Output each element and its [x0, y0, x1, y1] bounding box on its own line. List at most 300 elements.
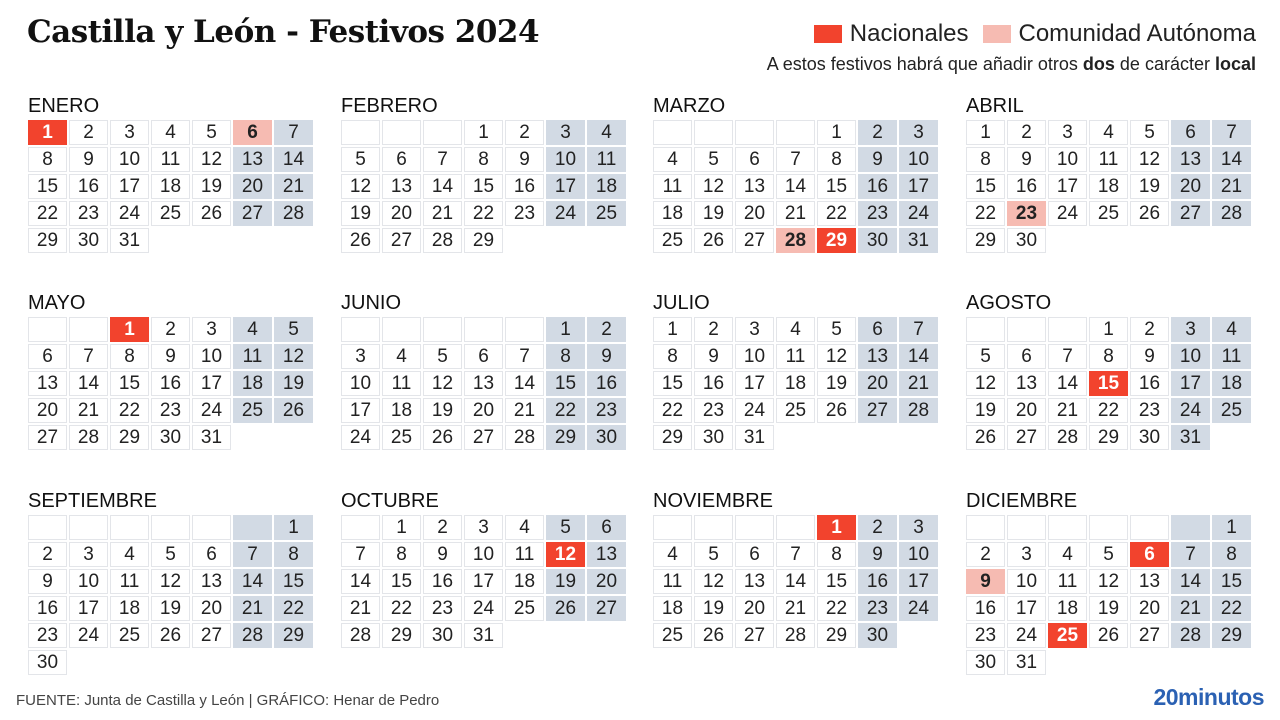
day-cell: 30 — [587, 425, 626, 450]
day-cell: 16 — [858, 174, 897, 199]
day-cell: 23 — [505, 201, 544, 226]
day-cell: 26 — [151, 623, 190, 648]
day-cell: 12 — [274, 344, 313, 369]
month-name: JUNIO — [341, 292, 401, 314]
blank-cell — [69, 650, 108, 675]
blank-cell — [1130, 228, 1169, 253]
day-cell: 23 — [858, 201, 897, 226]
blank-cell — [505, 623, 544, 648]
day-cell: 24 — [192, 398, 231, 423]
day-cell: 2 — [694, 317, 733, 342]
day-cell: 14 — [776, 569, 815, 594]
blank-cell — [1212, 650, 1251, 675]
day-cell: 22 — [464, 201, 503, 226]
day-cell: 2 — [966, 542, 1005, 567]
day-cell: 29 — [817, 623, 856, 648]
blank-cell — [1212, 228, 1251, 253]
day-cell: 5 — [1089, 542, 1128, 567]
day-cell: 11 — [776, 344, 815, 369]
page-title: Castilla y León - Festivos 2024 — [27, 14, 540, 50]
empty-cell — [341, 317, 380, 342]
day-cell: 16 — [28, 596, 67, 621]
day-cell: 11 — [653, 569, 692, 594]
day-cell: 3 — [69, 542, 108, 567]
day-cell: 3 — [546, 120, 585, 145]
day-cell: 24 — [341, 425, 380, 450]
day-cell: 15 — [382, 569, 421, 594]
month-name: MARZO — [653, 95, 726, 117]
day-cell: 10 — [110, 147, 149, 172]
month-grid — [653, 515, 938, 648]
day-cell: 6 — [735, 542, 774, 567]
blank-cell — [817, 425, 856, 450]
day-cell: 8 — [653, 344, 692, 369]
day-cell: 26 — [694, 228, 733, 253]
day-cell: 1 — [966, 120, 1005, 145]
day-cell: 24 — [464, 596, 503, 621]
day-cell: 31 — [1171, 425, 1210, 450]
day-cell: 9 — [1007, 147, 1046, 172]
day-cell: 30 — [858, 228, 897, 253]
day-cell: 17 — [1048, 174, 1087, 199]
blank-cell — [1171, 650, 1210, 675]
day-cell: 15 — [817, 174, 856, 199]
day-cell: 26 — [1130, 201, 1169, 226]
day-cell: 11 — [1212, 344, 1251, 369]
day-cell: 10 — [1171, 344, 1210, 369]
blank-cell — [151, 650, 190, 675]
day-cell: 19 — [274, 371, 313, 396]
day-cell: 3 — [899, 515, 938, 540]
day-cell: 3 — [110, 120, 149, 145]
day-cell: 6 — [382, 147, 421, 172]
day-cell: 17 — [69, 596, 108, 621]
day-cell: 4 — [1048, 542, 1087, 567]
empty-cell — [1048, 515, 1087, 540]
month-grid — [966, 120, 1251, 253]
day-cell: 9 — [858, 542, 897, 567]
day-cell: 1 — [546, 317, 585, 342]
day-cell: 6 — [1171, 120, 1210, 145]
month-name: ENERO — [28, 95, 100, 117]
day-cell: 19 — [423, 398, 462, 423]
empty-cell — [382, 317, 421, 342]
blank-cell — [587, 623, 626, 648]
day-cell: 1 — [274, 515, 313, 540]
day-cell: 26 — [546, 596, 585, 621]
day-cell: 10 — [546, 147, 585, 172]
day-cell: 23 — [1007, 201, 1046, 226]
day-cell: 29 — [28, 228, 67, 253]
empty-cell — [69, 515, 108, 540]
day-cell: 6 — [735, 147, 774, 172]
blank-cell — [546, 623, 585, 648]
empty-cell — [653, 515, 692, 540]
day-cell: 18 — [233, 371, 272, 396]
day-cell: 6 — [1130, 542, 1169, 567]
day-cell: 7 — [899, 317, 938, 342]
day-cell: 23 — [694, 398, 733, 423]
day-cell: 20 — [1171, 174, 1210, 199]
legend-label-comunidad: Comunidad Autónoma — [1018, 20, 1256, 47]
empty-cell — [966, 515, 1005, 540]
day-cell: 28 — [69, 425, 108, 450]
day-cell: 16 — [966, 596, 1005, 621]
day-cell: 13 — [587, 542, 626, 567]
month-febrero — [341, 95, 626, 253]
day-cell: 14 — [341, 569, 380, 594]
day-cell: 8 — [966, 147, 1005, 172]
day-cell: 11 — [382, 371, 421, 396]
day-cell: 10 — [1007, 569, 1046, 594]
month-grid — [341, 120, 626, 253]
day-cell: 5 — [274, 317, 313, 342]
day-cell: 10 — [899, 542, 938, 567]
blank-cell — [1212, 425, 1251, 450]
day-cell: 20 — [735, 201, 774, 226]
day-cell: 18 — [653, 596, 692, 621]
day-cell: 9 — [858, 147, 897, 172]
day-cell: 18 — [1212, 371, 1251, 396]
empty-cell — [1089, 515, 1128, 540]
blank-cell — [274, 425, 313, 450]
day-cell: 6 — [233, 120, 272, 145]
empty-cell — [192, 515, 231, 540]
day-cell: 27 — [587, 596, 626, 621]
day-cell: 3 — [1007, 542, 1046, 567]
day-cell: 5 — [546, 515, 585, 540]
day-cell: 15 — [817, 569, 856, 594]
day-cell: 23 — [69, 201, 108, 226]
day-cell: 21 — [776, 201, 815, 226]
day-cell: 13 — [192, 569, 231, 594]
month-name: DICIEMBRE — [966, 490, 1078, 512]
day-cell: 2 — [69, 120, 108, 145]
day-cell: 20 — [233, 174, 272, 199]
day-cell: 12 — [817, 344, 856, 369]
day-cell: 30 — [694, 425, 733, 450]
day-cell: 11 — [1089, 147, 1128, 172]
day-cell: 8 — [274, 542, 313, 567]
day-cell: 8 — [546, 344, 585, 369]
day-cell: 12 — [1130, 147, 1169, 172]
day-cell: 14 — [233, 569, 272, 594]
day-cell: 27 — [735, 623, 774, 648]
day-cell: 22 — [28, 201, 67, 226]
day-cell: 31 — [1007, 650, 1046, 675]
empty-cell — [341, 515, 380, 540]
day-cell: 8 — [1089, 344, 1128, 369]
day-cell: 13 — [464, 371, 503, 396]
day-cell: 2 — [151, 317, 190, 342]
day-cell: 9 — [28, 569, 67, 594]
day-cell: 3 — [899, 120, 938, 145]
day-cell: 18 — [110, 596, 149, 621]
day-cell: 28 — [1171, 623, 1210, 648]
day-cell: 16 — [69, 174, 108, 199]
day-cell: 2 — [858, 120, 897, 145]
day-cell: 15 — [966, 174, 1005, 199]
day-cell: 8 — [817, 147, 856, 172]
day-cell: 7 — [505, 344, 544, 369]
day-cell: 11 — [1048, 569, 1087, 594]
day-cell: 18 — [587, 174, 626, 199]
day-cell: 19 — [694, 201, 733, 226]
blank-cell — [505, 228, 544, 253]
day-cell: 17 — [899, 569, 938, 594]
day-cell: 21 — [776, 596, 815, 621]
day-cell: 10 — [341, 371, 380, 396]
blank-cell — [858, 425, 897, 450]
day-cell: 5 — [817, 317, 856, 342]
day-cell: 7 — [1171, 542, 1210, 567]
day-cell: 10 — [69, 569, 108, 594]
day-cell: 20 — [382, 201, 421, 226]
day-cell: 28 — [233, 623, 272, 648]
day-cell: 30 — [1007, 228, 1046, 253]
day-cell: 27 — [858, 398, 897, 423]
day-cell: 9 — [694, 344, 733, 369]
day-cell: 26 — [423, 425, 462, 450]
day-cell: 27 — [1130, 623, 1169, 648]
day-cell: 11 — [110, 569, 149, 594]
day-cell: 12 — [151, 569, 190, 594]
month-grid — [341, 317, 626, 450]
day-cell: 9 — [966, 569, 1005, 594]
day-cell: 18 — [653, 201, 692, 226]
day-cell: 1 — [1212, 515, 1251, 540]
nacionales-swatch — [814, 25, 842, 43]
day-cell: 1 — [817, 120, 856, 145]
day-cell: 19 — [341, 201, 380, 226]
day-cell: 17 — [735, 371, 774, 396]
day-cell: 6 — [192, 542, 231, 567]
day-cell: 2 — [1007, 120, 1046, 145]
day-cell: 11 — [151, 147, 190, 172]
day-cell: 4 — [505, 515, 544, 540]
day-cell: 11 — [653, 174, 692, 199]
legend-item-comunidad — [983, 20, 1257, 48]
day-cell: 14 — [776, 174, 815, 199]
day-cell: 5 — [192, 120, 231, 145]
day-cell: 25 — [382, 425, 421, 450]
blank-cell — [274, 650, 313, 675]
empty-cell — [233, 515, 272, 540]
day-cell: 19 — [1130, 174, 1169, 199]
day-cell: 11 — [587, 147, 626, 172]
month-junio — [341, 292, 626, 450]
day-cell: 14 — [899, 344, 938, 369]
day-cell: 19 — [151, 596, 190, 621]
subtitle-prefix: A estos festivos habrá que añadir otros — [766, 54, 1083, 74]
day-cell: 7 — [274, 120, 313, 145]
day-cell: 2 — [1130, 317, 1169, 342]
day-cell: 22 — [653, 398, 692, 423]
empty-cell — [505, 317, 544, 342]
day-cell: 27 — [233, 201, 272, 226]
day-cell: 21 — [1048, 398, 1087, 423]
day-cell: 26 — [274, 398, 313, 423]
day-cell: 29 — [110, 425, 149, 450]
day-cell: 24 — [735, 398, 774, 423]
day-cell: 21 — [505, 398, 544, 423]
day-cell: 24 — [1171, 398, 1210, 423]
legend — [814, 20, 1256, 48]
month-enero — [28, 95, 313, 253]
month-agosto — [966, 292, 1251, 450]
brand-logo: 20minutos — [1153, 684, 1264, 710]
month-marzo — [653, 95, 938, 253]
day-cell: 1 — [653, 317, 692, 342]
day-cell: 24 — [1007, 623, 1046, 648]
day-cell: 9 — [1130, 344, 1169, 369]
day-cell: 2 — [28, 542, 67, 567]
day-cell: 23 — [966, 623, 1005, 648]
day-cell: 15 — [1212, 569, 1251, 594]
day-cell: 4 — [653, 542, 692, 567]
day-cell: 2 — [587, 317, 626, 342]
day-cell: 7 — [233, 542, 272, 567]
day-cell: 20 — [587, 569, 626, 594]
day-cell: 1 — [110, 317, 149, 342]
month-grid — [966, 515, 1251, 675]
day-cell: 8 — [817, 542, 856, 567]
day-cell: 24 — [69, 623, 108, 648]
day-cell: 20 — [1007, 398, 1046, 423]
empty-cell — [151, 515, 190, 540]
day-cell: 16 — [1007, 174, 1046, 199]
month-name: NOVIEMBRE — [653, 490, 774, 512]
empty-cell — [28, 515, 67, 540]
day-cell: 3 — [464, 515, 503, 540]
empty-cell — [653, 120, 692, 145]
day-cell: 25 — [653, 228, 692, 253]
day-cell: 21 — [69, 398, 108, 423]
blank-cell — [587, 228, 626, 253]
day-cell: 28 — [776, 623, 815, 648]
empty-cell — [341, 120, 380, 145]
day-cell: 4 — [653, 147, 692, 172]
day-cell: 28 — [776, 228, 815, 253]
day-cell: 5 — [694, 542, 733, 567]
day-cell: 20 — [192, 596, 231, 621]
day-cell: 24 — [899, 596, 938, 621]
month-grid — [653, 120, 938, 253]
day-cell: 17 — [192, 371, 231, 396]
day-cell: 26 — [694, 623, 733, 648]
subtitle-bold-local: local — [1214, 54, 1256, 74]
day-cell: 18 — [1089, 174, 1128, 199]
day-cell: 7 — [69, 344, 108, 369]
day-cell: 6 — [464, 344, 503, 369]
day-cell: 1 — [382, 515, 421, 540]
day-cell: 5 — [966, 344, 1005, 369]
day-cell: 23 — [28, 623, 67, 648]
empty-cell — [966, 317, 1005, 342]
empty-cell — [464, 317, 503, 342]
day-cell: 25 — [776, 398, 815, 423]
day-cell: 19 — [192, 174, 231, 199]
day-cell: 25 — [110, 623, 149, 648]
day-cell: 17 — [1171, 371, 1210, 396]
month-name: FEBRERO — [341, 95, 438, 117]
month-octubre — [341, 490, 626, 648]
day-cell: 22 — [1089, 398, 1128, 423]
empty-cell — [423, 317, 462, 342]
day-cell: 25 — [1212, 398, 1251, 423]
day-cell: 20 — [858, 371, 897, 396]
day-cell: 30 — [423, 623, 462, 648]
blank-cell — [233, 425, 272, 450]
month-grid — [341, 515, 626, 648]
day-cell: 28 — [341, 623, 380, 648]
day-cell: 24 — [1048, 201, 1087, 226]
day-cell: 6 — [1007, 344, 1046, 369]
day-cell: 25 — [653, 623, 692, 648]
day-cell: 28 — [899, 398, 938, 423]
day-cell: 17 — [464, 569, 503, 594]
empty-cell — [423, 120, 462, 145]
empty-cell — [1048, 317, 1087, 342]
day-cell: 10 — [1048, 147, 1087, 172]
day-cell: 10 — [899, 147, 938, 172]
day-cell: 7 — [1212, 120, 1251, 145]
month-mayo — [28, 292, 313, 450]
blank-cell — [233, 228, 272, 253]
day-cell: 15 — [546, 371, 585, 396]
day-cell: 22 — [382, 596, 421, 621]
day-cell: 23 — [423, 596, 462, 621]
day-cell: 12 — [694, 174, 733, 199]
day-cell: 20 — [464, 398, 503, 423]
day-cell: 31 — [110, 228, 149, 253]
blank-cell — [1048, 650, 1087, 675]
day-cell: 4 — [587, 120, 626, 145]
empty-cell — [735, 515, 774, 540]
empty-cell — [1007, 317, 1046, 342]
month-name: OCTUBRE — [341, 490, 439, 512]
day-cell: 2 — [858, 515, 897, 540]
subtitle-bold-dos: dos — [1082, 54, 1115, 74]
day-cell: 12 — [694, 569, 733, 594]
day-cell: 16 — [505, 174, 544, 199]
day-cell: 13 — [1007, 371, 1046, 396]
source-footer: FUENTE: Junta de Castilla y León | GRÁFICO: Henar de Pedro — [16, 692, 440, 709]
day-cell: 22 — [817, 201, 856, 226]
day-cell: 27 — [382, 228, 421, 253]
day-cell: 29 — [464, 228, 503, 253]
day-cell: 22 — [817, 596, 856, 621]
day-cell: 11 — [505, 542, 544, 567]
day-cell: 31 — [464, 623, 503, 648]
day-cell: 15 — [110, 371, 149, 396]
blank-cell — [1089, 228, 1128, 253]
day-cell: 8 — [382, 542, 421, 567]
day-cell: 18 — [382, 398, 421, 423]
day-cell: 13 — [233, 147, 272, 172]
day-cell: 21 — [341, 596, 380, 621]
day-cell: 18 — [1048, 596, 1087, 621]
blank-cell — [899, 623, 938, 648]
day-cell: 14 — [423, 174, 462, 199]
day-cell: 25 — [233, 398, 272, 423]
day-cell: 24 — [546, 201, 585, 226]
day-cell: 13 — [382, 174, 421, 199]
month-grid — [28, 515, 313, 675]
day-cell: 1 — [817, 515, 856, 540]
blank-cell — [110, 650, 149, 675]
day-cell: 26 — [1089, 623, 1128, 648]
